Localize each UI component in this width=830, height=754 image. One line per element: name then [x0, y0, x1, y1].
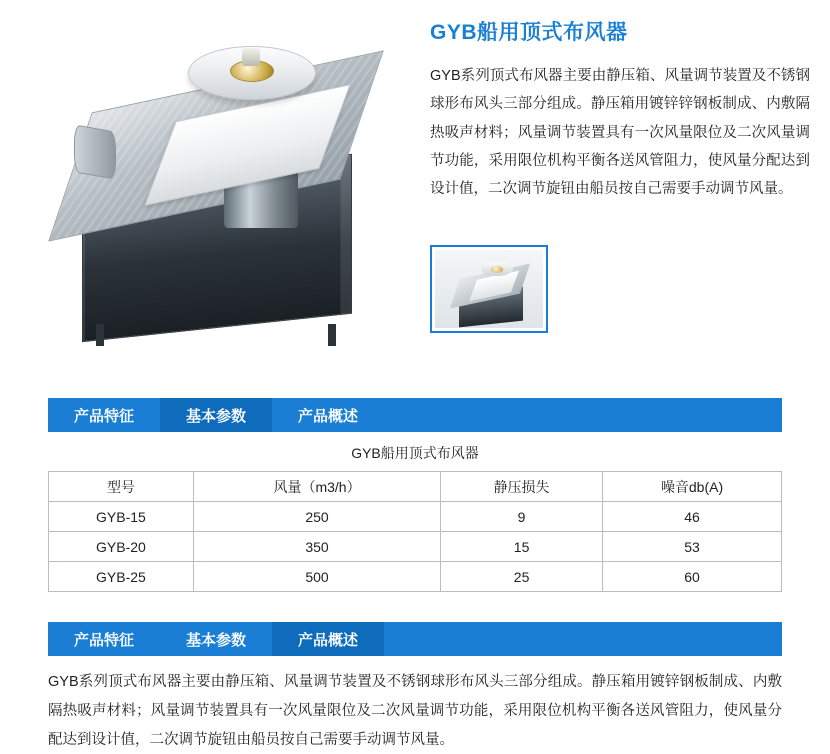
tab-basic-parameters-bottom[interactable]: 基本参数 [186, 631, 247, 649]
table-header-row [49, 472, 782, 502]
table-cell: 9 [441, 502, 603, 532]
product-description: GYB系列顶式布风器主要由静压箱、风量调节装置及不锈钢球形布风头三部分组成。静压箱用镀锌锌钢板制成、内敷隔热吸声材料；风量调节装置具有一次风量限位及二次风量调节功能，采用限位机构平衡各送风管阻力，使风量分配达到设计值，二次调节旋钮由船员按自己需要手动调节风量。 [430, 68, 810, 198]
table-cell: 46 [603, 502, 782, 532]
side-duct-shape [74, 124, 116, 179]
product-main-image [10, 8, 430, 368]
tab-product-features-bottom[interactable]: 产品特征 [74, 631, 135, 649]
product-hero-section [0, 0, 830, 368]
product-title: GYB船用顶式布风器 [430, 21, 628, 44]
table-cell: 60 [603, 562, 782, 592]
thumbnail-image [435, 250, 543, 328]
product-thumbnail[interactable] [430, 245, 548, 333]
tab-product-overview[interactable]: 产品概述 [298, 407, 359, 425]
spacer-above-tabs [0, 368, 830, 398]
hero-image-column [0, 8, 430, 368]
table-cell: 53 [603, 532, 782, 562]
product-overview-text: GYB系列顶式布风器主要由静压箱、风量调节装置及不锈钢球形布风头三部分组成。静压箱用镀锌钢板制成、内敷隔热吸声材料；风量调节装置具有一次风量限位及二次风量调节功能，采用限位机构平衡各送风管阻力，使风量分配达到设计值，二次调节旋钮由船员按自己需要手动调节风量。 [48, 674, 782, 748]
tab-basic-parameters[interactable]: 基本参数 [160, 398, 272, 432]
table-cell: 15 [441, 532, 603, 562]
spec-table-caption: GYB船用顶式布风器 [351, 445, 479, 461]
table-cell: 500 [193, 562, 440, 592]
spacer-between-sections [0, 592, 830, 622]
table-cell: 350 [193, 532, 440, 562]
box-leg-left-shape [96, 324, 104, 346]
adjust-knob-shape [242, 48, 260, 66]
table-row [49, 562, 782, 592]
box-leg-right-shape [328, 324, 336, 346]
spec-table [48, 471, 782, 592]
table-cell: GYB-15 [49, 502, 194, 532]
tabbar-parameters [48, 398, 782, 432]
product-text-column [430, 8, 820, 368]
tab-product-features[interactable]: 产品特征 [74, 407, 135, 425]
tab-product-overview-bottom[interactable]: 产品概述 [272, 622, 384, 656]
table-cell: GYB-25 [49, 562, 194, 592]
table-header-cell: 型号 [49, 472, 194, 502]
table-header-cell: 噪音db(A) [603, 472, 782, 502]
table-row [49, 532, 782, 562]
table-header-cell: 风量（m3/h） [193, 472, 440, 502]
table-header-cell: 静压损失 [441, 472, 603, 502]
tabbar-overview [48, 622, 782, 656]
table-cell: GYB-20 [49, 532, 194, 562]
table-cell: 250 [193, 502, 440, 532]
table-cell: 25 [441, 562, 603, 592]
table-row [49, 502, 782, 532]
